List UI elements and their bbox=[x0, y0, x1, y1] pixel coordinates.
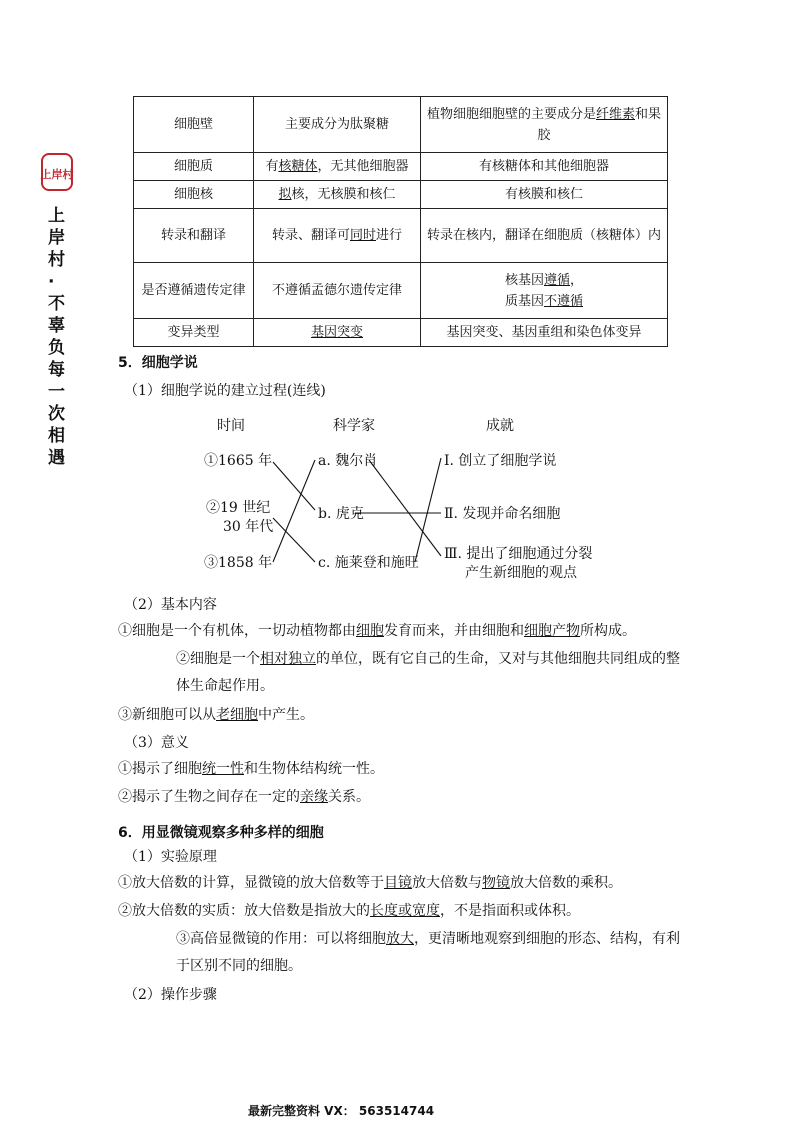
achievement-1: Ⅰ. 创立了细胞学说 bbox=[444, 453, 557, 469]
text-run: 有核膜和核仁 bbox=[504, 187, 583, 202]
text-run: ②放大倍数的实质：放大倍数是指放大的 bbox=[118, 903, 370, 919]
text-run: 质基因 bbox=[504, 293, 544, 309]
achievement-2: Ⅱ. 发现并命名细胞 bbox=[444, 506, 561, 522]
time-1665: ①1665 年 bbox=[204, 453, 273, 469]
content-p1 bbox=[118, 620, 636, 640]
diagram-header-scientist: 科学家 bbox=[333, 418, 375, 434]
underlined-term: 亲缘 bbox=[300, 789, 328, 805]
meaning-2 bbox=[118, 786, 370, 806]
text-run: 和生物体结构统一性。 bbox=[244, 761, 384, 777]
text-run: ，不是指面积或体积。 bbox=[440, 903, 580, 919]
section5-heading: 5．细胞学说 bbox=[118, 355, 198, 371]
text-run: 放大倍数的乘积。 bbox=[510, 875, 622, 891]
principle-1 bbox=[118, 872, 622, 892]
text-run: ，更清晰地观察到细胞的形态、结构，有利 bbox=[414, 931, 680, 947]
text-run: 的单位，既有它自己的生命，又对与其他细胞共同组成的整 bbox=[316, 651, 680, 667]
line-1858-virchow bbox=[273, 460, 315, 562]
cell-feature: 转录和翻译 bbox=[134, 209, 254, 263]
cell-prokaryote bbox=[254, 181, 421, 209]
underlined-term: 细胞 bbox=[356, 623, 384, 639]
scientist-a: a. 魏尔肖 bbox=[318, 453, 378, 469]
text-run: ①放大倍数的计算，显微镜的放大倍数等于 bbox=[118, 875, 384, 891]
text-run: 所构成。 bbox=[580, 623, 636, 639]
text-run: 转录在核内，翻译在细胞质（核糖体）内 bbox=[426, 228, 661, 243]
cell-feature: 变异类型 bbox=[134, 319, 254, 347]
cell-prokaryote bbox=[254, 97, 421, 153]
section5-sub3: （3）意义 bbox=[124, 735, 189, 751]
text-run: 基因突变、基因重组和染色体变异 bbox=[446, 325, 642, 340]
text-run: 主要成分为肽聚糖 bbox=[284, 117, 389, 132]
section5-sub1: （1）细胞学说的建立过程(连线) bbox=[124, 383, 326, 399]
cell-feature: 细胞核 bbox=[134, 181, 254, 209]
time-19c: ②19 世纪 bbox=[206, 500, 271, 516]
timeline-match-diagram bbox=[195, 410, 615, 585]
underlined-term: 拟 bbox=[278, 187, 292, 202]
section6-heading: 6．用显微镜观察多种多样的细胞 bbox=[118, 825, 324, 841]
side-tagline: 上岸村·不辜负每一次相遇 bbox=[48, 206, 65, 468]
table-row bbox=[134, 97, 668, 153]
text-run: ①细胞是一个有机体，一切动植物都由 bbox=[118, 623, 356, 639]
line-1665-hooke bbox=[273, 462, 315, 510]
cell-prokaryote bbox=[254, 209, 421, 263]
text-run: 关系。 bbox=[328, 789, 370, 805]
underlined-term: 细胞产物 bbox=[524, 623, 580, 639]
text-run: 和果胶 bbox=[537, 106, 662, 143]
underlined-term: 核糖体 bbox=[278, 159, 318, 174]
diagram-header-achievement: 成就 bbox=[486, 418, 514, 434]
table-row bbox=[134, 319, 668, 347]
cell-feature: 细胞壁 bbox=[134, 97, 254, 153]
principle-2 bbox=[118, 900, 580, 920]
text-run: 有 bbox=[265, 159, 279, 174]
diagram-header-time: 时间 bbox=[217, 418, 245, 434]
underlined-term: 遵循 bbox=[543, 272, 570, 288]
content-p3 bbox=[118, 704, 314, 724]
section6-sub1: （1）实验原理 bbox=[124, 849, 217, 865]
text-run: 转录、翻译可 bbox=[271, 228, 350, 243]
line-virchow-iii bbox=[369, 460, 441, 556]
underlined-term: 不遵循 bbox=[544, 293, 584, 309]
scientist-c: c. 施莱登和施旺 bbox=[318, 555, 419, 571]
text-run: ②揭示了生物之间存在一定的 bbox=[118, 789, 300, 805]
cell-eukaryote bbox=[421, 153, 668, 181]
cell-eukaryote bbox=[421, 209, 668, 263]
text-run: 发育而来，并由细胞和 bbox=[384, 623, 524, 639]
text-run: ，无其他细胞器 bbox=[317, 159, 409, 174]
footer-contact: 最新完整资料 VX： 563514744 bbox=[248, 1104, 435, 1118]
table-row bbox=[134, 181, 668, 209]
cell-prokaryote bbox=[254, 153, 421, 181]
text-run: ②细胞是一个 bbox=[176, 651, 260, 667]
achievement-3: Ⅲ. 提出了细胞通过分裂 bbox=[444, 546, 593, 562]
text-run: 核基因 bbox=[504, 272, 544, 288]
cell-eukaryote bbox=[421, 263, 668, 319]
principle-3b: 于区别不同的细胞。 bbox=[176, 958, 302, 974]
cell-eukaryote bbox=[421, 97, 668, 153]
text-run: 进行 bbox=[376, 228, 403, 243]
underlined-term: 目镜 bbox=[384, 875, 412, 891]
text-run: ③高倍显微镜的作用：可以将细胞 bbox=[176, 931, 386, 947]
text-run: ③新细胞可以从 bbox=[118, 707, 216, 723]
text-run: 放大倍数与 bbox=[412, 875, 482, 891]
section5-sub2: （2）基本内容 bbox=[124, 597, 217, 613]
underlined-term: 物镜 bbox=[482, 875, 510, 891]
table-row bbox=[134, 209, 668, 263]
logo-text: 上岸村 bbox=[40, 168, 74, 181]
line-schleiden-i bbox=[415, 458, 441, 562]
cell-eukaryote bbox=[421, 181, 668, 209]
table-row bbox=[134, 263, 668, 319]
cell-prokaryote bbox=[254, 263, 421, 319]
underlined-term: 统一性 bbox=[202, 761, 244, 777]
underlined-term: 放大 bbox=[386, 931, 414, 947]
principle-3a bbox=[176, 928, 680, 948]
scientist-b: b. 虎克 bbox=[318, 506, 364, 522]
achievement-3-cont: 产生新细胞的观点 bbox=[465, 565, 577, 581]
text-run: 不遵循孟德尔遗传定律 bbox=[271, 283, 402, 298]
underlined-term: 相对独立 bbox=[260, 651, 316, 667]
content-p2b: 体生命起作用。 bbox=[176, 678, 274, 694]
content-p2a bbox=[176, 648, 680, 668]
brand-logo bbox=[40, 152, 74, 192]
underlined-term: 纤维素 bbox=[595, 106, 635, 122]
text-run: 有核糖体和其他细胞器 bbox=[478, 159, 609, 174]
text-run: 植物细胞细胞壁的主要成分是 bbox=[426, 106, 596, 122]
comparison-table bbox=[133, 96, 668, 347]
cell-eukaryote bbox=[421, 319, 668, 347]
underlined-term: 同时 bbox=[349, 228, 376, 243]
section6-sub2: （2）操作步骤 bbox=[124, 987, 217, 1003]
underlined-term: 基因突变 bbox=[310, 325, 363, 340]
cell-prokaryote bbox=[254, 319, 421, 347]
text-run: ， bbox=[570, 272, 584, 288]
table-row bbox=[134, 153, 668, 181]
cell-feature: 细胞质 bbox=[134, 153, 254, 181]
text-run: 核，无核膜和核仁 bbox=[291, 187, 396, 202]
time-19c-30s: 30 年代 bbox=[223, 519, 274, 535]
cell-feature: 是否遵循遗传定律 bbox=[134, 263, 254, 319]
underlined-term: 长度或宽度 bbox=[370, 903, 440, 919]
time-1858: ③1858 年 bbox=[204, 555, 273, 571]
line-19c-schleiden bbox=[273, 518, 315, 562]
text-run: ①揭示了细胞 bbox=[118, 761, 202, 777]
text-run: 中产生。 bbox=[258, 707, 314, 723]
underlined-term: 老细胞 bbox=[216, 707, 258, 723]
meaning-1 bbox=[118, 758, 384, 778]
